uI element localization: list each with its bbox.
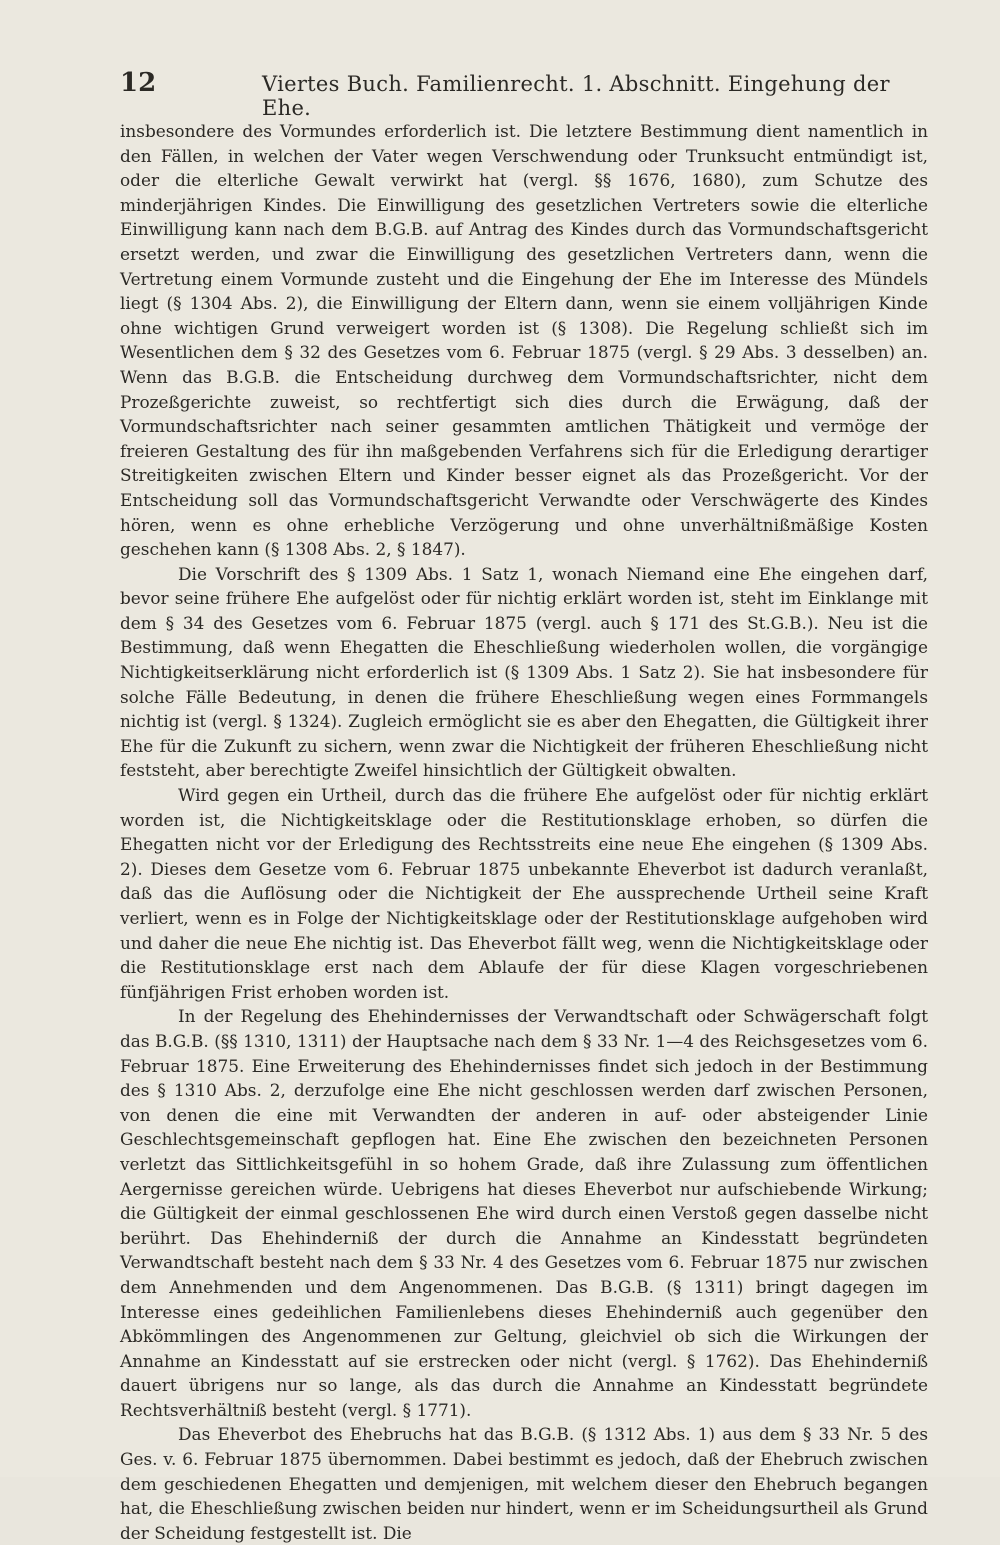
page-number: 12 — [120, 68, 157, 98]
paragraph: Wird gegen ein Urtheil, durch das die frühere Ehe aufgelöst oder für nichtig erklärt worden ist, die Nichtigkeitsklage oder die Restitutionsklage erhoben, so dürfen die Ehegatten nicht vor der Erledigung des Rechtsstreits eine neue Ehe eingehen (§ 1309 Abs. 2). Dieses dem Gesetze vom 6. Februar 1875 unbekannte Eheverbot ist dadurch veranlaßt, daß das die Auflösung oder die Nichtigkeit der Ehe aussprechende Urtheil seine Kraft verliert, wenn es in Folge der Nichtigkeitsklage oder der Restitutionsklage aufgehoben wird und daher die neue Ehe nichtig ist. Das Eheverbot fällt weg, wenn die Nichtigkeitsklage oder die Restitutionsklage erst nach dem Ablaufe der für diese Klagen vorgeschriebenen fünfjährigen Frist erhoben worden ist. — [120, 785, 928, 1002]
page-header — [120, 68, 925, 120]
paragraph: Das Eheverbot des Ehebruchs hat das B.G.B. (§ 1312 Abs. 1) aus dem § 33 Nr. 5 des Ges. v. 6. Februar 1875 übernommen. Dabei bestimmt es jedoch, daß der Ehebruch zwischen dem geschiedenen Ehegatten und demjenigen, mit welchem dieser den Ehebruch begangen hat, die Eheschließung zwischen beiden nur hindert, wenn er im Scheidungsurtheil als Grund der Scheidung festgestellt ist. Die — [120, 1424, 928, 1543]
paragraph: insbesondere des Vormundes erforderlich ist. Die letztere Bestimmung dient namentlich in den Fällen, in welchen der Vater wegen Verschwendung oder Trunksucht entmündigt ist, oder die elterliche Gewalt verwirkt hat (vergl. §§ 1676, 1680), zum Schutze des minderjährigen Kindes. Die Einwilligung des gesetzlichen Vertreters sowie die elterliche Einwilligung kann nach dem B.G.B. auf Antrag des Kindes durch das Vormundschaftsgericht ersetzt werden, und zwar die Einwilligung des gesetzlichen Vertreters dann, wenn die Vertretung einem Vormunde zusteht und die Eingehung der Ehe im Interesse des Mündels liegt (§ 1304 Abs. 2), die Einwilligung der Eltern dann, wenn sie einem volljährigen Kinde ohne wichtigen Grund verweigert worden ist (§ 1308). Die Regelung schließt sich im Wesentlichen dem § 32 des Gesetzes vom 6. Februar 1875 (vergl. § 29 Abs. 3 desselben) an. Wenn das B.G.B. die Entscheidung durchweg dem Vormundschaftsrichter, nicht dem Prozeßgerichte zuweist, so rechtfertigt sich dies durch die Erwägung, daß der Vormundschaftsrichter nach seiner gesammten amtlichen Thätigkeit und vermöge der freieren Gestaltung des für ihn maßgebenden Verfahrens sich für die Erledigung derartiger Streitigkeiten zwischen Eltern und Kinder besser eignet als das Prozeßgericht. Vor der Entscheidung soll das Vormundschaftsgericht Verwandte oder Verschwägerte des Kindes hören, wenn es ohne erhebliche Verzögerung und ohne unverhältnißmäßige Kosten geschehen kann (§ 1308 Abs. 2, § 1847). — [120, 121, 928, 560]
paragraph: Die Vorschrift des § 1309 Abs. 1 Satz 1, wonach Niemand eine Ehe eingehen darf, bevor seine frühere Ehe aufgelöst oder für nichtig erklärt worden ist, steht im Einklange mit dem § 34 des Gesetzes vom 6. Februar 1875 (vergl. auch § 171 des St.G.B.). Neu ist die Bestimmung, daß wenn Ehegatten die Eheschließung wiederholen wollen, die vorgängige Nichtigkeitserklärung nicht erforderlich ist (§ 1309 Abs. 1 Satz 2). Sie hat insbesondere für solche Fälle Bedeutung, in denen die frühere Eheschließung wegen eines Formmangels nichtig ist (vergl. § 1324). Zugleich ermöglicht sie es aber den Ehegatten, die Gültigkeit ihrer Ehe für die Zukunft zu sichern, wenn zwar die Nichtigkeit der früheren Eheschließung nicht feststeht, aber berechtigte Zweifel hinsichtlich der Gültigkeit obwalten. — [120, 563, 928, 781]
paragraph: In der Regelung des Ehehindernisses der Verwandtschaft oder Schwägerschaft folgt das B.G.B. (§§ 1310, 1311) der Hauptsache nach dem § 33 Nr. 1—4 des Reichsgesetzes vom 6. Februar 1875. Eine Erweiterung des Ehehindernisses findet sich jedoch in der Bestimmung des § 1310 Abs. 2, derzufolge eine Ehe nicht geschlossen werden darf zwischen Personen, von denen die eine mit Verwandten der anderen in auf- oder absteigender Linie Geschlechtsgemeinschaft gepflogen hat. Eine Ehe zwischen den bezeichneten Personen verletzt das Sittlichkeitsgefühl in so hohem Grade, daß ihre Zulassung zum öffentlichen Aergernisse gereichen würde. Uebrigens hat dieses Eheverbot nur aufschiebende Wirkung; die Gültigkeit der einmal geschlossenen Ehe wird durch einen Verstoß gegen dasselbe nicht berührt. Das Ehehinderniß der durch die Annahme an Kindesstatt begründeten Verwandtschaft besteht nach dem § 33 Nr. 4 des Gesetzes vom 6. Februar 1875 nur zwischen dem Annehmenden und dem Angenommenen. Das B.G.B. (§ 1311) bringt dagegen im Interesse eines gedeihlichen Familienlebens dieses Ehehinderniß auch gegenüber den Abkömmlingen des Angenommenen zur Geltung, gleichviel ob sich die Wirkungen der Annahme an Kindesstatt auf sie erstrecken oder nicht (vergl. § 1762). Das Ehehinderniß dauert übrigens nur so lange, als das durch die Annahme an Kindesstatt begründete Rechtsverhältniß besteht (vergl. § 1771). — [120, 1006, 928, 1420]
running-title: Viertes Buch. Familienrecht. 1. Abschnitt. Eingehung der Ehe. — [262, 72, 890, 120]
body-text — [120, 119, 928, 1545]
